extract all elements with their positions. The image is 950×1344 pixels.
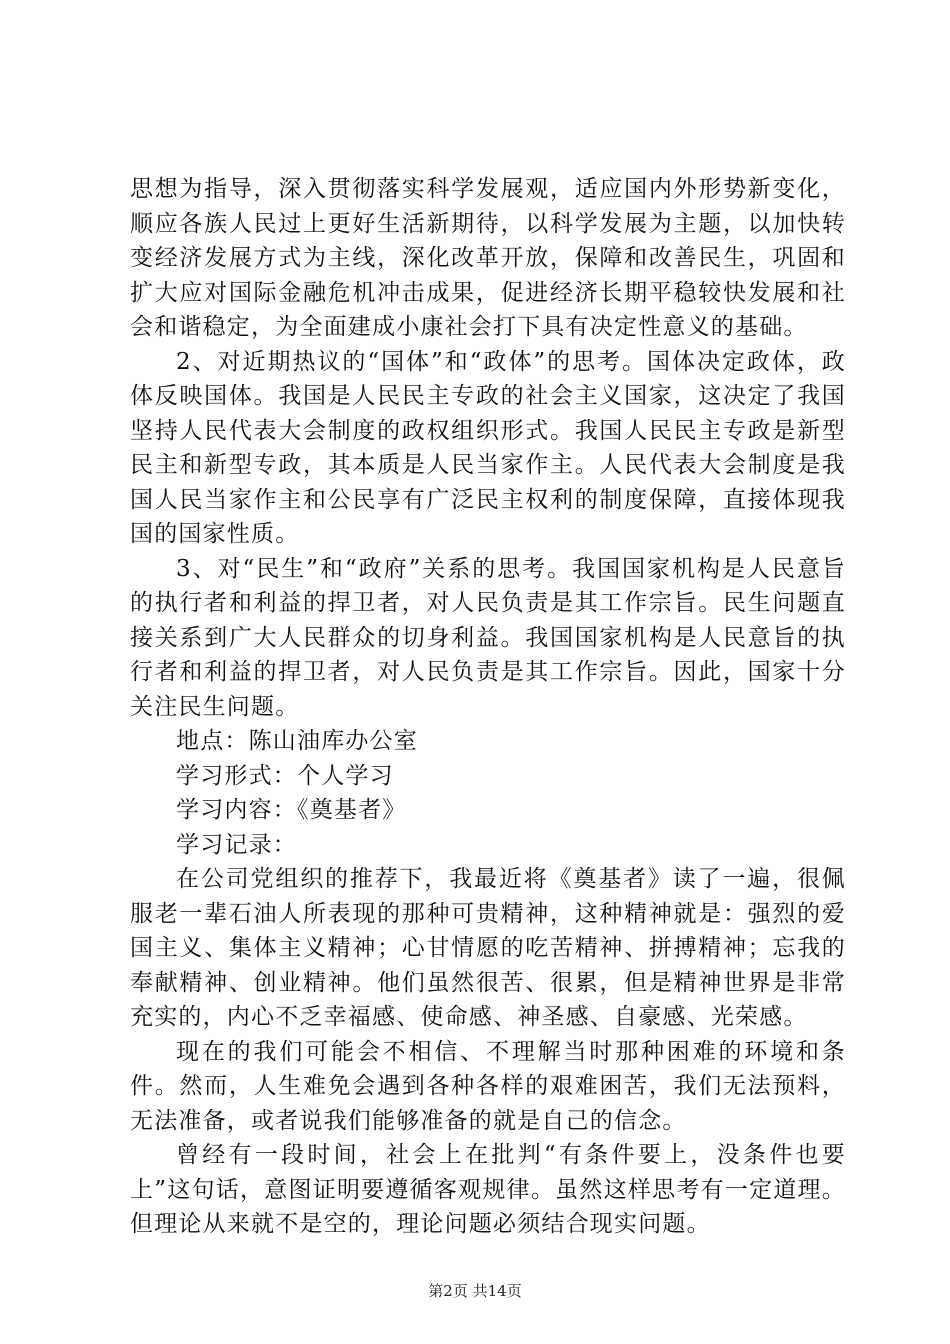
page-number-footer: 第2页 共14页 — [428, 1282, 522, 1300]
document-body — [130, 172, 846, 1242]
study-form-line: 学习形式：个人学习 — [176, 762, 394, 789]
study-content-line: 学习内容：《奠基者》 — [176, 797, 407, 823]
paragraph-item-2: 2、对近期热议的“国体”和“政体”的思考。国体决定政体，政体反映国体。我国是人民民主专政的社会主义国家，这决定了我国坚持人民代表大会制度的政权组织形式。我国人民民主专政是新型民主和新型专政，其本质是人民当家作主。人民代表大会制度是我国人民当家作主和公民享有广泛民主权利的制度保障，直接体现我国的国家性质。 — [130, 348, 846, 547]
record-paragraph-2: 现在的我们可能会不相信、不理解当时那种困难的环境和条件。然而，人生难免会遇到各种各样的艰难困苦，我们无法预料，无法准备，或者说我们能够准备的就是自己的信念。 — [130, 1038, 846, 1134]
study-record-label: 学习记录： — [176, 831, 297, 858]
paragraph-continuation: 思想为指导，深入贯彻落实科学发展观，适应国内外形势新变化，顺应各族人民过上更好生活新期待，以科学发展为主题，以加快转变经济发展方式为主线，深化改革开放，保障和改善民生，巩固和扩大应对国际金融危机冲击成果，促进经济长期平稳较快发展和社会和谐稳定，为全面建成小康社会打下具有决定性意义的基础。 — [130, 176, 846, 340]
record-paragraph-3: 曾经有一段时间，社会上在批判“有条件要上，没条件也要上”这句话，意图证明要遵循客观规律。虽然这样思考有一定道理。但理论从来就不是空的，理论问题必须结合现实问题。 — [130, 1142, 846, 1237]
record-paragraph-1: 在公司党组织的推荐下，我最近将《奠基者》读了一遍，很佩服老一辈石油人所表现的那种可贵精神，这种精神就是：强烈的爱国主义、集体主义精神；心甘情愿的吃苦精神、拼搏精神；忘我的奉献精神、创业精神。他们虽然很苦、很累，但是精神世界是非常充实的，内心不乏幸福感、使命感、神圣感、自豪感、光荣感。 — [130, 866, 846, 1030]
paragraph-item-3: 3、对“民生”和“政府”关系的思考。我国国家机构是人民意旨的执行者和利益的捍卫者，对人民负责是其工作宗旨。民生问题直接关系到广大人民群众的切身利益。我国国家机构是人民意旨的执行者和利益的捍卫者，对人民负责是其工作宗旨。因此，国家十分关注民生问题。 — [130, 555, 846, 720]
location-line: 地点：陈山油库办公室 — [176, 728, 418, 754]
